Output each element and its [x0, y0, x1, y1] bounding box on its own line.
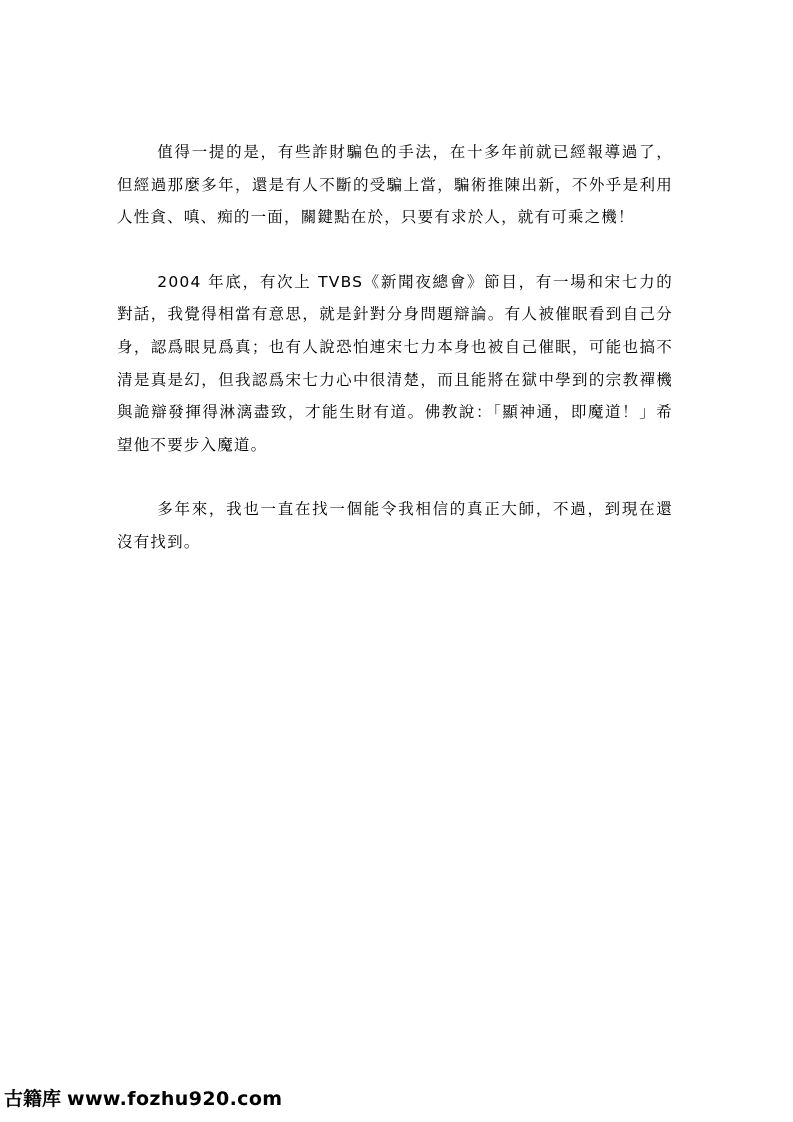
- paragraph-searching-master: 多年來，我也一直在找一個能令我相信的真正大師，不過，到現在還沒有找到。: [117, 500, 673, 551]
- site-watermark: [4, 1087, 283, 1111]
- watermark-site-name: 古籍库: [4, 1088, 62, 1110]
- paragraph-scam-tactics: 值得一提的是，有些詐財騙色的手法，在十多年前就已經報導過了，但經過那麼多年，還是有人不斷的受騙上當，騙術推陳出新，不外乎是利用人性貪、嗔、痴的一面，關鍵點在於，只要有求於人，就有可乘之機！: [117, 143, 673, 227]
- document-body: [117, 136, 673, 559]
- paragraph-tvbs-debate: 2004 年底，有次上 TVBS《新聞夜總會》節目，有一場和宋七力的對話，我覺得相當有意思，就是針對分身問題辯論。有人被催眠看到自己分身，認爲眼見爲真；也有人說恐怕連宋七力本身也被自己催眠，可能也搞不清是真是幻，但我認爲宋七力心中很清楚，而且能將在獄中學到的宗教禪機與詭辯發揮得淋漓盡致，才能生財有道。佛教說：「顯神通，即魔道！」希望他不要步入魔道。: [117, 272, 673, 454]
- watermark-url: www.fozhu920.com: [67, 1088, 283, 1110]
